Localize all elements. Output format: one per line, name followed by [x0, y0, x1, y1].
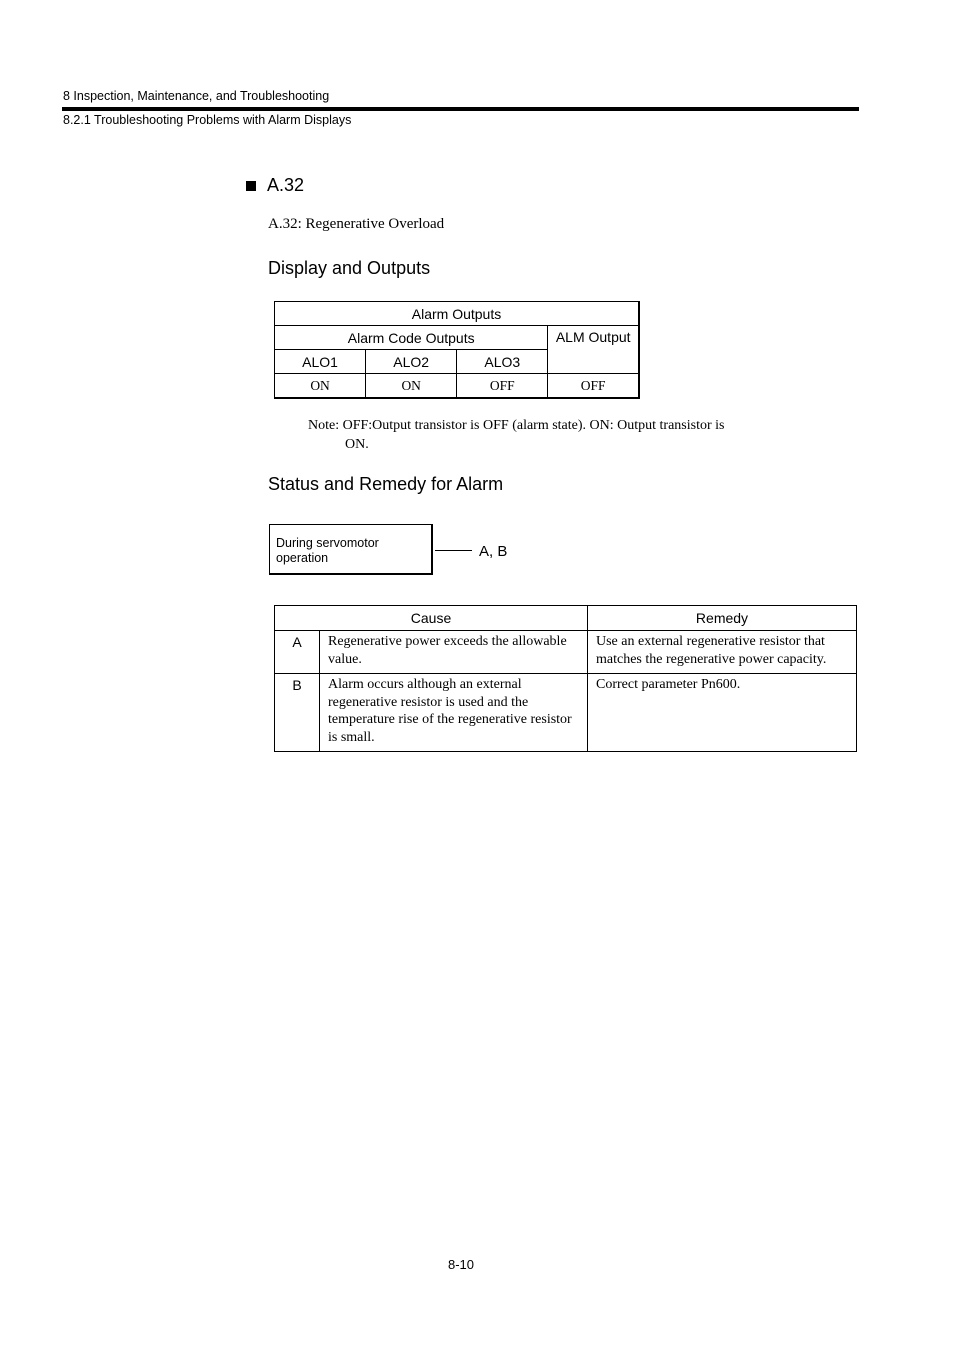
alo3-header: ALO3	[457, 350, 548, 374]
row-id: B	[275, 674, 320, 752]
table-row	[275, 674, 857, 752]
alo2-header: ALO2	[366, 350, 457, 374]
cause-text: Regenerative power exceeds the allowable value.	[320, 631, 588, 674]
note-line-1: Note: OFF:Output transistor is OFF (alarm state). ON: Output transistor is	[308, 418, 725, 433]
alarm-code: A.32	[267, 175, 305, 195]
alarm-code-outputs-header: Alarm Code Outputs	[275, 326, 548, 350]
alo2-value: ON	[366, 374, 457, 399]
alo1-value: ON	[275, 374, 366, 399]
remedy-text: Use an external regenerative resistor that matches the regenerative power capacity.	[588, 631, 857, 674]
table-row	[275, 631, 857, 674]
row-id: A	[275, 631, 320, 674]
remedy-text: Correct parameter Pn600.	[588, 674, 857, 752]
remedy-header: Remedy	[588, 606, 857, 631]
status-label: A, B	[479, 543, 508, 560]
cause-header: Cause	[275, 606, 588, 631]
alarm-title	[246, 175, 304, 196]
status-remedy-heading: Status and Remedy for Alarm	[268, 474, 504, 494]
status-box: During servomotor operation	[269, 524, 433, 575]
section-header: 8.2.1 Troubleshooting Problems with Alarm Displays	[63, 113, 352, 127]
alo1-header: ALO1	[275, 350, 366, 374]
alarm-outputs-title: Alarm Outputs	[275, 302, 640, 326]
chapter-header: 8 Inspection, Maintenance, and Troubleshooting	[63, 89, 330, 103]
status-connector-line	[435, 550, 472, 551]
output-note	[308, 416, 748, 454]
square-bullet-icon	[246, 181, 256, 191]
note-line-2: ON.	[345, 437, 369, 452]
page-number: 8-10	[448, 1257, 475, 1272]
cause-remedy-table	[274, 605, 857, 752]
alm-output-header: ALM Output	[548, 326, 639, 374]
alo3-value: OFF	[457, 374, 548, 399]
cause-text: Alarm occurs although an external regenerative resistor is used and the temperature rise of the regenerative resistor is small.	[320, 674, 588, 752]
alarm-outputs-table	[274, 301, 640, 399]
alm-value: OFF	[548, 374, 639, 399]
alarm-name: A.32: Regenerative Overload	[268, 216, 445, 232]
header-rule	[62, 107, 859, 111]
display-outputs-heading: Display and Outputs	[268, 258, 431, 278]
